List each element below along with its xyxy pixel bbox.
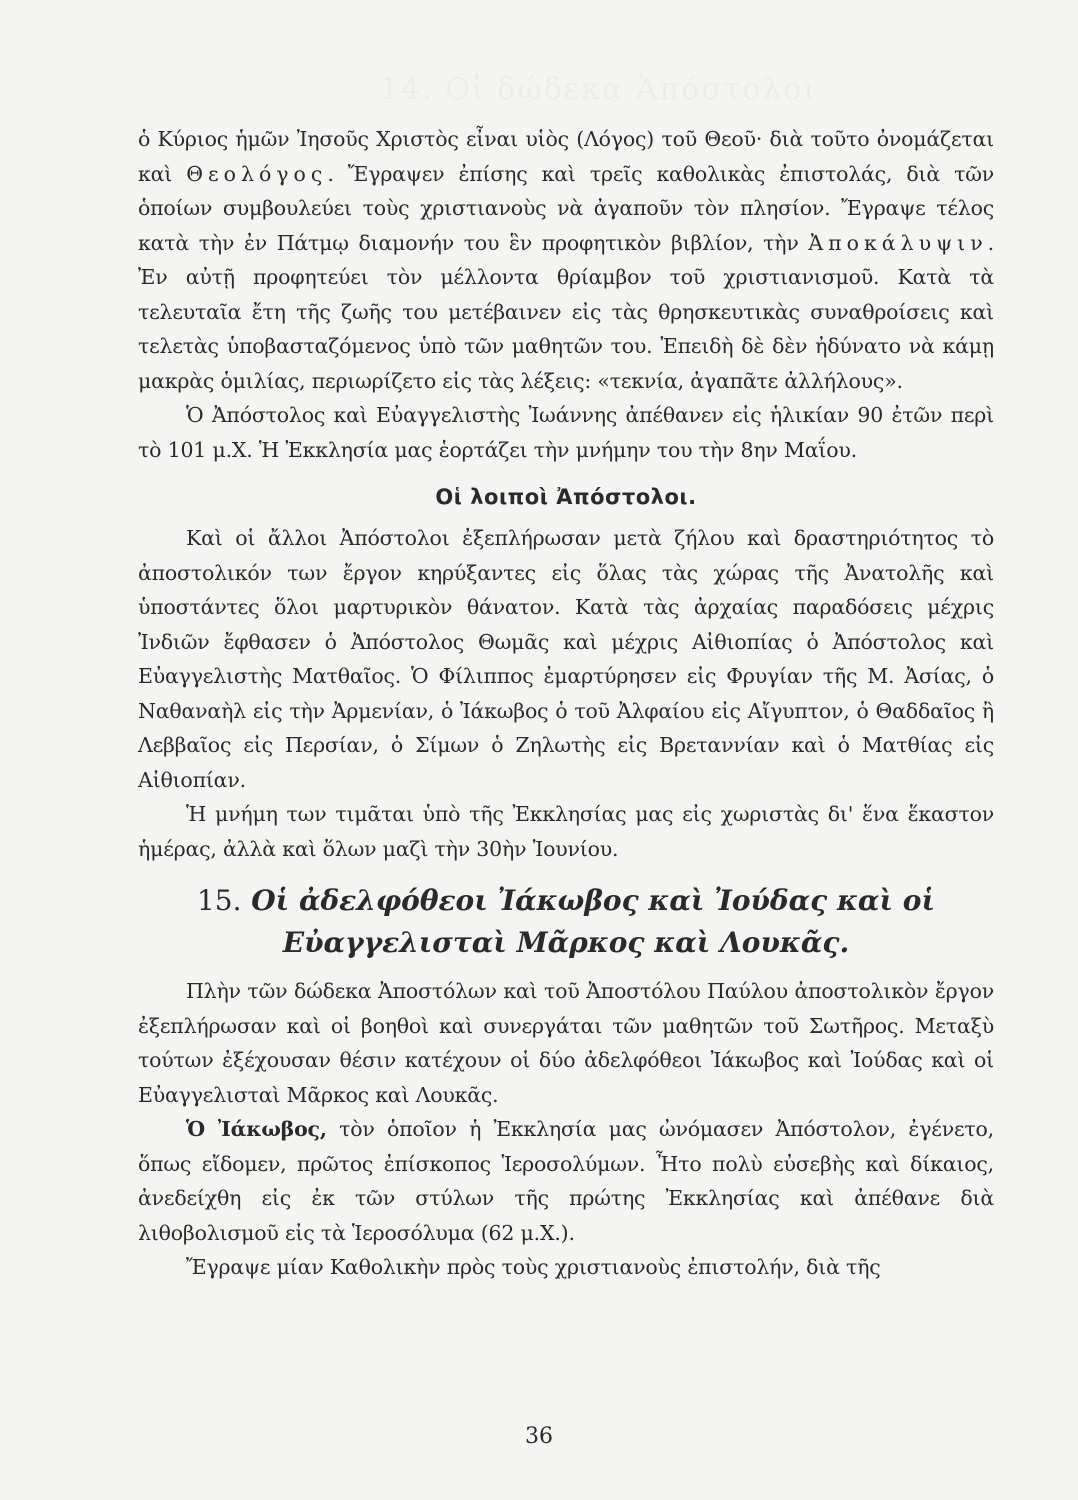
paragraph-john-works: [138, 122, 994, 398]
chapter-heading: [138, 880, 994, 964]
emphasis-theologos: Θεολόγος: [186, 161, 328, 186]
text-run: ὁ Κύριος ἡμῶν Ἰησοῦς Χριστὸς εἶναι υἱὸς (Λόγος) τοῦ Θεοῦ· διὰ τοῦτο ὀνομάζεται καὶ: [138, 127, 994, 186]
lead-james: Ὁ Ἰάκωβος,: [186, 1117, 327, 1141]
paragraph-intro: Πλὴν τῶν δώδεκα Ἀποστόλων καὶ τοῦ Ἀποστόλου Παύλου ἀποστολικὸν ἔργον ἐξεπλήρωσαν καὶ οἱ βοηθοὶ καὶ συνεργάται τῶν μαθητῶν τοῦ Σωτῆρος. Μεταξὺ τούτων ἐξέχουσαν θέσιν κατέχουν οἱ δύο ἀδελφόθεοι Ἰάκωβος καὶ Ἰούδας καὶ οἱ Εὐαγγελισταὶ Μᾶρκος καὶ Λουκᾶς.: [138, 979, 994, 1107]
chapter-number: 15.: [196, 884, 242, 917]
paragraph-john-death: Ὁ Ἀπόστολος καὶ Εὐαγγελιστὴς Ἰωάννης ἀπέθανεν εἰς ἡλικίαν 90 ἐτῶν περὶ τὸ 101 μ.Χ. Ἡ Ἐκκλησία μας ἑορτάζει τὴν μνήμην του τὴν 8ην Μαΐου.: [138, 403, 994, 462]
chapter-title-line1: Οἱ ἀδελφόθεοι Ἰάκωβος καὶ Ἰούδας καὶ οἱ: [251, 884, 935, 917]
text-run: . Ἐν αὐτῇ προφητεύει τὸν μέλλοντα θρίαμβον τοῦ χριστιανισμοῦ. Κατὰ τὰ τελευταῖα ἔτη τῆς ζωῆς του μετέβαινεν εἰς τὰς θρησκευτικὰς συναθροίσεις καὶ τελετὰς ὑποβασταζόμενος ὑπὸ τῶν μαθητῶν του. Ἐπειδὴ δὲ δὲν ἠδύνατο νὰ κάμῃ μακρὰς ὁμιλίας, περιωρίζετο εἰς τὰς λέξεις: «τεκνία, ἀγαπᾶτε ἀλλήλους».: [138, 230, 994, 393]
emphasis-apokalypsis: Ἀποκάλυψιν: [808, 230, 988, 255]
page-number: 36: [525, 1424, 553, 1449]
paragraph-memory: Ἡ μνήμη των τιμᾶται ὑπὸ τῆς Ἐκκλησίας μας εἰς χωριστὰς δι' ἕνα ἕκαστον ἡμέρας, ἀλλὰ καὶ ὅλων μαζὶ τὴν 30ὴν Ἰουνίου.: [138, 802, 994, 861]
chapter-title-line2: Εὐαγγελισταὶ Μᾶρκος καὶ Λουκᾶς.: [282, 926, 850, 959]
subheading-other-apostles: Οἱ λοιποὶ Ἀπόστολοι.: [435, 485, 697, 509]
show-through-heading: 14. Οἱ δώδεκα Ἀπόστολοι: [380, 72, 818, 107]
paragraph-james: [138, 1112, 994, 1250]
paragraph-last: Ἔγραψε μίαν Καθολικὴν πρὸς τοὺς χριστιανοὺς ἐπιστολήν, διὰ τῆς: [186, 1255, 881, 1279]
paragraph-other-apostles: Καὶ οἱ ἄλλοι Ἀπόστολοι ἐξεπλήρωσαν μετὰ ζήλου καὶ δραστηριότητος τὸ ἀποστολικόν των ἔργον κηρύξαντες εἰς ὅλας τὰς χώρας τῆς Ἀνατολῆς καὶ ὑποστάντες ὅλοι μαρτυρικὸν θάνατον. Κατὰ τὰς ἀρχαίας παραδόσεις μέχρις Ἰνδιῶν ἔφθασεν ὁ Ἀπόστολος Θωμᾶς καὶ μέχρις Αἰθιοπίας ὁ Ἀπόστολος καὶ Εὐαγγελιστὴς Ματθαῖος. Ὁ Φίλιππος ἐμαρτύρησεν εἰς Φρυγίαν τῆς Μ. Ἀσίας, ὁ Ναθαναὴλ εἰς τὴν Ἀρμενίαν, ὁ Ἰάκωβος ὁ τοῦ Ἀλφαίου εἰς Αἴγυπτον, ὁ Θαδδαῖος ἢ Λεββαῖος εἰς Περσίαν, ὁ Σίμων ὁ Ζηλωτὴς εἰς Βρεταννίαν καὶ ὁ Ματθίας εἰς Αἰθιοπίαν.: [138, 526, 994, 792]
text-run: τὸν ὁποῖον ἡ Ἐκκλησία μας ὠνόμασεν Ἀπόστολον, ἐγένετο, ὅπως εἴδομεν, πρῶτος ἐπίσκοπος Ἱεροσολύμων. Ἦτο πολὺ εὐσεβὴς καὶ δίκαιος, ἀνεδείχθη εἰς ἐκ τῶν στύλων τῆς πρώτης Ἐκκλησίας καὶ ἀπέθανε διὰ λιθοβολισμοῦ εἰς τὰ Ἱεροσόλυμα (62 μ.Χ.).: [138, 1117, 994, 1245]
text-run: . Ἔγραψεν ἐπίσης καὶ τρεῖς καθολικὰς ἐπιστολάς, διὰ τῶν ὁποίων συμβουλεύει τοὺς χριστιανοὺς νὰ ἀγαποῦν τὸν πλησίον. Ἔγραψε τέλος κατὰ τὴν ἐν Πάτμῳ διαμονήν του ἓν προφητικὸν βιβλίον, τὴν: [138, 161, 995, 255]
